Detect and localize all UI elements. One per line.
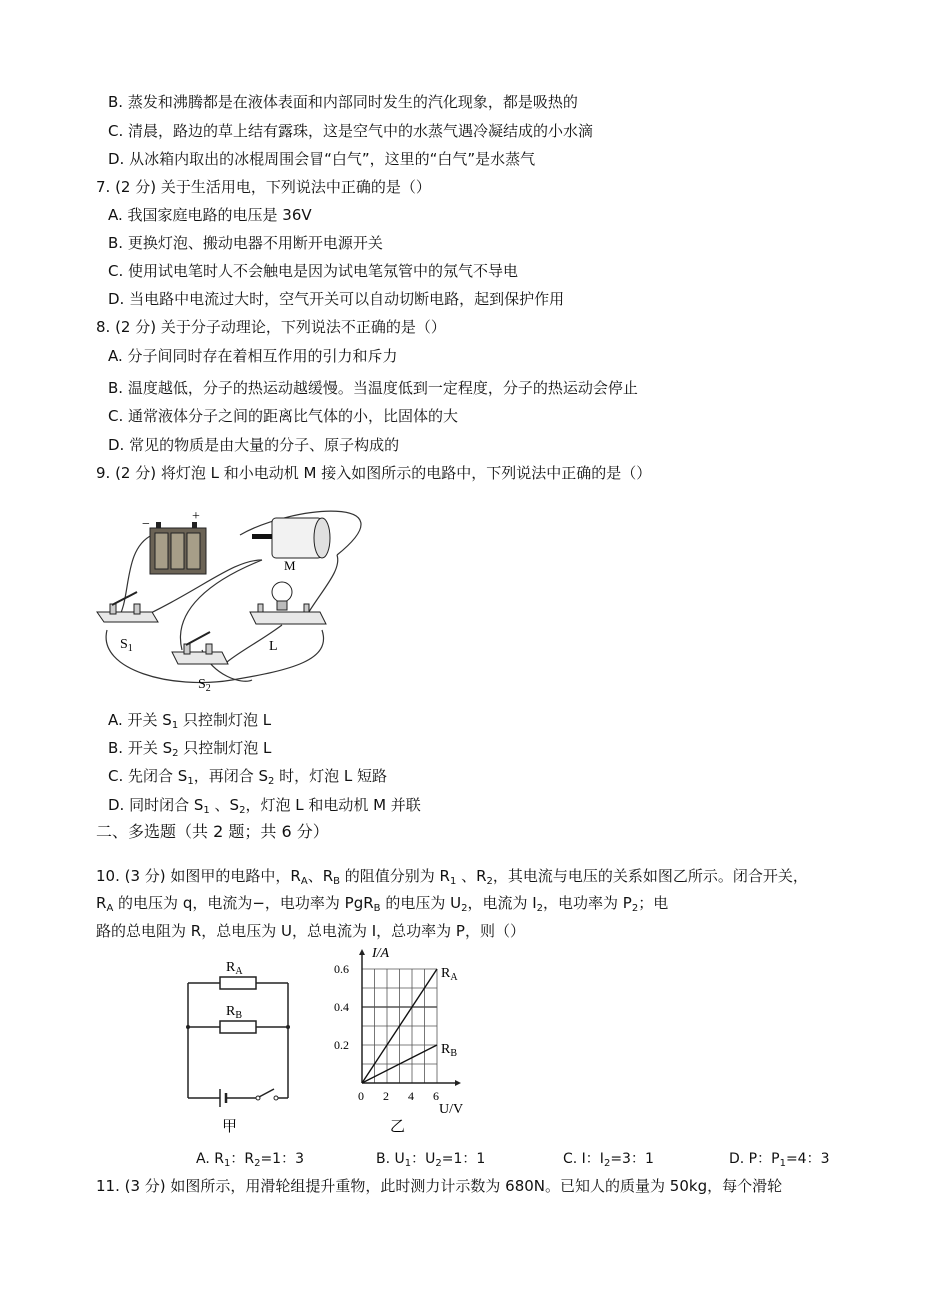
fig-yi-label: 乙 — [390, 1118, 406, 1135]
q9-circuit-figure — [92, 500, 352, 696]
circuit-rb-label: $R_B$ — [226, 1004, 243, 1021]
q9-option-c: C. 先闭合 $S_1$，再闭合 $S_2$ 时，灯泡 L 短路 — [108, 767, 388, 787]
lamp-label: L — [269, 639, 278, 654]
y-axis-arrow-icon — [359, 949, 365, 955]
q10-option-b: B. $U_1$：$U_2=1$：1 — [376, 1151, 486, 1169]
y-tick-label: 0.6 — [334, 962, 349, 976]
x-tick-label: 4 — [408, 1089, 414, 1103]
series-rb-label: $R_B$ — [441, 1042, 458, 1059]
motor-label: M — [284, 558, 296, 573]
q7-option-c: C. 使用试电笔时人不会触电是因为试电笔氖管中的氖气不导电 — [108, 262, 519, 280]
q11-stem: 11. (3 分) 如图所示，用滑轮组提升重物，此时测力计示数为 680N。已知人的质量为 50kg，每个滑轮 — [96, 1177, 783, 1195]
y-tick-label: 0.2 — [334, 1038, 349, 1052]
q7-option-d: D. 当电路中电流过大时，空气开关可以自动切断电路，起到保护作用 — [108, 290, 565, 308]
section-title: 二、多选题（共 2 题；共 6 分） — [96, 822, 329, 841]
q10-option-a: A. $R_1$：$R_2=1$：3 — [196, 1151, 304, 1169]
q10-line2: $R_A$ 的电压为 q，电流为−，电功率为 PgR$_B$ 的电压为 $U_2$，电流为 $I_2$，电功率为 $P_2$；电 — [96, 894, 669, 914]
x-axis-arrow-icon — [455, 1080, 461, 1086]
resistor-ra-icon — [220, 977, 256, 989]
q8-stem: 8. (2 分) 关于分子动理论，下列说法不正确的是（） — [96, 318, 446, 336]
series-ra-label: $R_A$ — [441, 966, 458, 983]
battery-minus-label: − — [142, 517, 150, 532]
q9-option-a: A. 开关 $S_1$ 只控制灯泡 L — [108, 711, 272, 731]
x-tick-label: 6 — [433, 1089, 439, 1103]
battery-icon — [150, 522, 206, 574]
switch-icon — [259, 1089, 274, 1097]
q9-stem: 9. (2 分) 将灯泡 L 和小电动机 M 接入如图所示的电路中，下列说法中正确的是（） — [96, 464, 652, 482]
q9-option-b: B. 开关 $S_2$ 只控制灯泡 L — [108, 739, 272, 759]
battery-plus-label: + — [192, 509, 200, 524]
q10-chart-yi — [332, 946, 482, 1135]
x-tick-label: 2 — [383, 1089, 389, 1103]
chart-ylabel: I/A — [372, 946, 390, 961]
q9-option-d: D. 同时闭合 $S_1$ 、$S_2$，灯泡 L 和电动机 M 并联 — [108, 796, 421, 816]
switch-s1-icon — [97, 592, 158, 622]
x-tick-label: 0 — [358, 1089, 364, 1103]
y-tick-label: 0.4 — [334, 1000, 349, 1014]
q8-option-b: B. 温度越低，分子的热运动越缓慢。当温度低到一定程度，分子的热运动会停止 — [108, 379, 638, 397]
q7-option-b: B. 更换灯泡、搬动电器不用断开电源开关 — [108, 234, 383, 252]
q10-circuit-jia — [178, 955, 298, 1135]
q7-option-a: A. 我国家庭电路的电压是 36V — [108, 206, 312, 224]
q6-option-d: D. 从冰箱内取出的冰棍周围会冒“白气”，这里的“白气”是水蒸气 — [108, 150, 536, 168]
q10-option-d: D. P：$P_1=4$：3 — [729, 1151, 830, 1169]
q7-stem: 7. (2 分) 关于生活用电，下列说法中正确的是（） — [96, 178, 431, 196]
q8-option-c: C. 通常液体分子之间的距离比气体的小，比固体的大 — [108, 407, 459, 425]
circuit-ra-label: $R_A$ — [226, 960, 243, 977]
q6-option-b: B. 蒸发和沸腾都是在液体表面和内部同时发生的汽化现象，都是吸热的 — [108, 93, 578, 111]
s2-label: $S_2$ — [198, 677, 211, 694]
resistor-rb-icon — [220, 1021, 256, 1033]
chart-xlabel: U/V — [439, 1102, 464, 1117]
q10-line3: 路的总电阻为 R，总电压为 U，总电流为 I，总功率为 P，则（） — [96, 922, 525, 940]
q10-line1: 10. (3 分) 如图甲的电路中，$R_A$、$R_B$ 的阻值分别为 $R_1$ 、$R_2$，其电流与电压的关系如图乙所示。闭合开关， — [96, 867, 808, 887]
q6-option-c: C. 清晨，路边的草上结有露珠，这是空气中的水蒸气遇冷凝结成的小水滴 — [108, 122, 594, 140]
fig-jia-label: 甲 — [222, 1118, 238, 1135]
q8-option-d: D. 常见的物质是由大量的分子、原子构成的 — [108, 436, 400, 454]
q8-option-a: A. 分子间同时存在着相互作用的引力和斥力 — [108, 347, 398, 365]
q10-option-c: C. I：$I_2=3$：1 — [563, 1151, 654, 1169]
s1-label: $S_1$ — [120, 637, 133, 654]
